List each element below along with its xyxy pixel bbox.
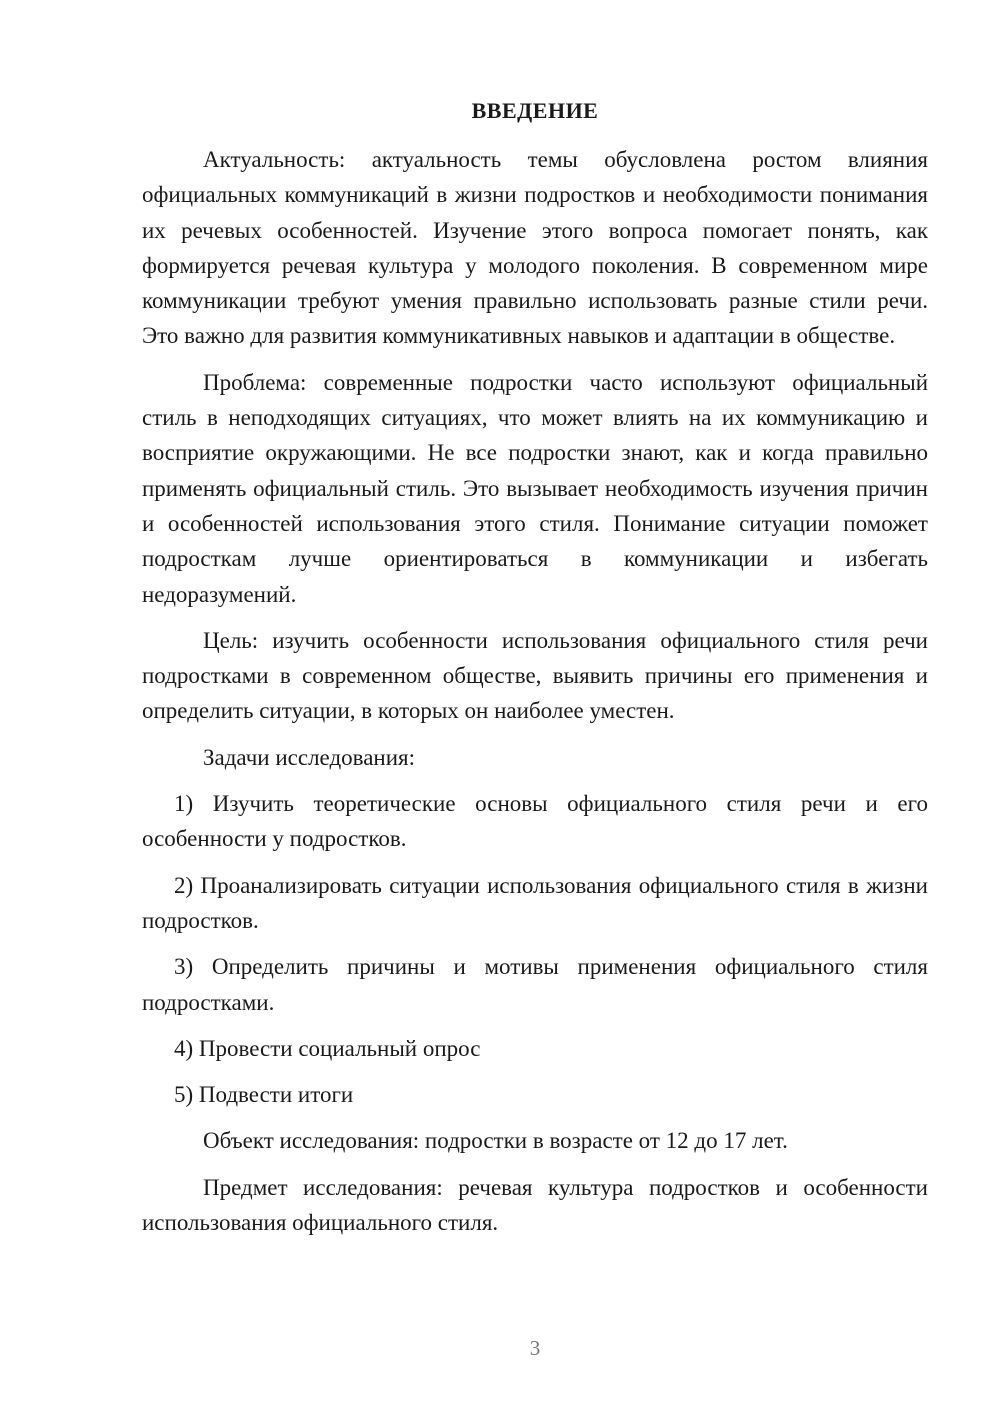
tasks-title: Задачи исследования: — [203, 744, 416, 770]
task-item-1: 1) Изучить теоретические основы официального стиля речи и его особенности у подростков. — [142, 791, 928, 852]
document-body — [142, 142, 928, 1251]
page-number: 3 — [529, 1336, 541, 1360]
task-item-5: 5) Подвести итоги — [174, 1082, 354, 1108]
relevance-paragraph: Актуальность: актуальность темы обусловлена ростом влияния официальных коммуникаций в жизни подростков и необходимости понимания их речевых особенностей. Изучение этого вопроса помогает понять, как формируется речевая культура у молодого поколения. В современном мире коммуникации требуют умения правильно использовать разные стили речи. Это важно для развития коммуникативных навыков и адаптации в обществе. — [142, 147, 928, 349]
task-item-2: 2) Проанализировать ситуации использования официального стиля в жизни подростков. — [142, 872, 928, 933]
goal-paragraph: Цель: изучить особенности использования официального стиля речи подростками в современном обществе, выявить причины его применения и определить ситуации, в которых он наиболее уместен. — [142, 627, 928, 724]
problem-paragraph: Проблема: современные подростки часто используют официальный стиль в неподходящих ситуациях, что может влиять на их коммуникацию и восприятие окружающими. Не все подростки знают, как и когда правильно применять официальный стиль. Это вызывает необходимость изучения причин и особенностей использования этого стиля. Понимание ситуации поможет подросткам лучше ориентироваться в коммуникации и избегать недоразумений. — [142, 369, 928, 607]
task-item-4: 4) Провести социальный опрос — [174, 1035, 481, 1061]
research-object-paragraph: Объект исследования: подростки в возрасте от 12 до 17 лет. — [203, 1128, 788, 1154]
research-subject-paragraph: Предмет исследования: речевая культура подростков и особенности использования официального стиля. — [142, 1174, 928, 1236]
task-item-3: 3) Определить причины и мотивы применения официального стиля подростками. — [142, 954, 928, 1015]
page-title: ВВЕДЕНИЕ — [471, 98, 599, 123]
